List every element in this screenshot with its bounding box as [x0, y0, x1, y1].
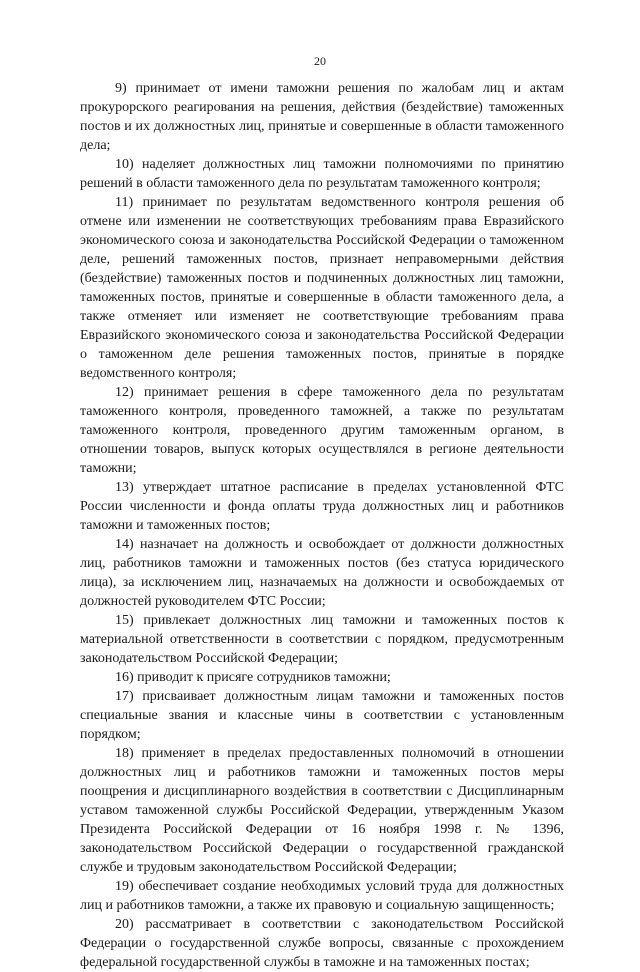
paragraph-item-17: 17) присваивает должностным лицам таможни и таможенных постов специальные звания и классные чины в соответствии с установленным порядком;: [80, 689, 564, 742]
paragraph-item-20: 20) рассматривает в соответствии с законодательством Российской Федерации о государственной службе вопросы, связанные с прохождением федеральной государственной службы в таможне и на таможенных постах;: [80, 917, 564, 970]
paragraph-item-9: 9) принимает от имени таможни решения по жалобам лиц и актам прокурорского реагирования на решения, действия (бездействие) таможенных постов и их должностных лиц, принятые и совершенные в области таможенного дела;: [80, 81, 564, 153]
paragraph-item-13: 13) утверждает штатное расписание в пределах установленной ФТС России численности и фонда оплаты труда должностных лиц и работников таможни и таможенных постов;: [80, 480, 564, 533]
paragraph-item-10: 10) наделяет должностных лиц таможни полномочиями по принятию решений в области таможенного дела по результатам таможенного контроля;: [80, 157, 564, 191]
paragraph-item-12: 12) принимает решения в сфере таможенного дела по результатам таможенного контроля, проведенного таможней, а также по результатам таможенного контроля, проведенного другим таможенным органом, в отношении товаров, выпуск которых осуществлялся в регионе деятельности таможни;: [80, 385, 564, 476]
paragraph-item-15: 15) привлекает должностных лиц таможни и таможенных постов к материальной ответственности в соответствии с порядком, предусмотренным законодательством Российской Федерации;: [80, 613, 564, 666]
page-body: [80, 79, 564, 972]
paragraph-item-16: 16) приводит к присяге сотрудников таможни;: [115, 670, 391, 685]
paragraph-item-11: 11) принимает по результатам ведомственного контроля решения об отмене или изменении не соответствующих требованиям права Евразийского экономического союза и законодательства Российской Федерации о таможенном деле, решений таможенных постов, признает неправомерными действия (бездействие) таможенных постов и подчиненных должностных лиц таможни, таможенных постов, принятые и совершенные в области таможенного дела, а также отменяет или изменяет не соответствующие требованиям права Евразийского экономического союза и законодательства Российской Федерации о таможенном деле решения таможенных постов, принятые в порядке ведомственного контроля;: [80, 195, 564, 381]
paragraph-item-18: 18) применяет в пределах предоставленных полномочий в отношении должностных лиц и работников таможни и таможенных постов меры поощрения и дисциплинарного воздействия в соответствии с Дисциплинарным уставом таможенной службы Российской Федерации, утвержденным Указом Президента Российской Федерации от 16 ноября 1998 г. № 1396, законодательством Российской Федерации о государственной гражданской службе и трудовым законодательством Российской Федерации;: [80, 746, 564, 875]
paragraph-item-19: 19) обеспечивает создание необходимых условий труда для должностных лиц и работников таможни, а также их правовую и социальную защищенность;: [80, 879, 564, 913]
paragraph-item-14: 14) назначает на должность и освобождает от должности должностных лиц, работников таможни и таможенных постов (без статуса юридического лица), за исключением лиц, назначаемых на должности и освобождаемых от должностей руководителем ФТС России;: [80, 537, 564, 609]
page-number: 20: [314, 54, 326, 68]
